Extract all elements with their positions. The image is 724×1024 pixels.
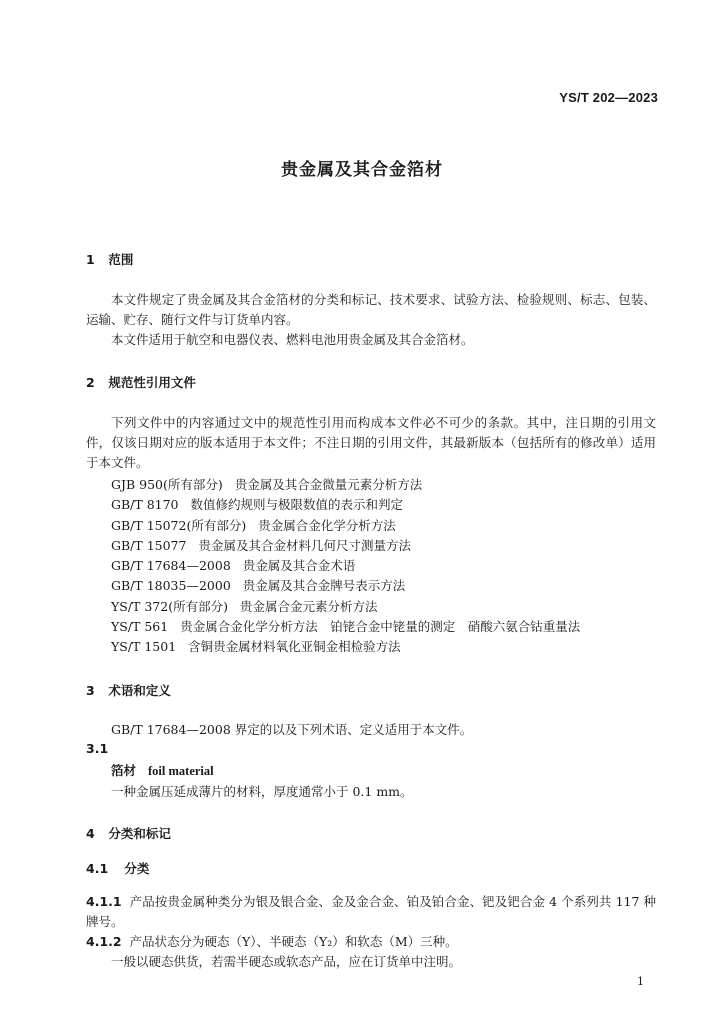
reference-title: 贵金属合金元素分析方法 <box>239 598 378 614</box>
section-title: 范围 <box>108 252 134 267</box>
reference-title: 贵金属合金化学分析方法 铂铑合金中铑量的测定 硝酸六氨合钴重量法 <box>180 619 581 635</box>
reference-code: GB/T 15072(所有部分) <box>111 517 247 533</box>
paragraph: 下列文件中的内容通过文中的规范性引用而构成本文件必不可少的条款。其中，注日期的引用文件，仅该日期对应的版本适用于本文件；不注日期的引用文件，其最新版本（包括所有的修改单）适用于本文件。 <box>86 415 656 470</box>
paragraph: GB/T 17684—2008 界定的以及下列术语、定义适用于本文件。 <box>111 722 473 737</box>
document-title: 贵金属及其合金箔材 <box>281 160 443 180</box>
reference-title: 贵金属合金化学分析方法 <box>258 517 396 533</box>
subsection-title: 分类 <box>124 861 150 876</box>
section-title: 规范性引用文件 <box>108 375 196 390</box>
reference-title: 贵金属及其合金术语 <box>242 558 356 574</box>
reference-code: GB/T 15077 <box>111 537 187 553</box>
term-definition: 一种金属压延成薄片的材料，厚度通常小于 0.1 mm。 <box>111 784 413 799</box>
term-chinese: 箔材 <box>111 763 137 778</box>
subsection-number: 4.1 <box>86 861 109 876</box>
clause-4-1-2 <box>86 932 458 952</box>
reference-item <box>111 637 580 657</box>
clause-number: 4.1.2 <box>86 934 122 949</box>
reference-title: 贵金属及其合金牌号表示方法 <box>242 578 406 594</box>
reference-title: 贵金属及其合金微量元素分析方法 <box>234 477 423 492</box>
paragraph: 本文件适用于航空和电器仪表、燃料电池用贵金属及其合金箔材。 <box>111 332 474 347</box>
reference-item <box>111 516 580 536</box>
reference-item <box>111 495 580 515</box>
clause-text: 产品状态分为硬态（Y）、半硬态（Y₂）和软态（M）三种。 <box>129 934 458 949</box>
reference-item <box>111 597 580 617</box>
reference-title: 含铜贵金属材料氧化亚铜金相检验方法 <box>188 639 401 655</box>
page-number: 1 <box>637 975 644 988</box>
reference-item <box>111 617 580 637</box>
paragraph: 本文件规定了贵金属及其合金箔材的分类和标记、技术要求、试验方法、检验规则、标志、包装、运输、贮存、随行文件与订货单内容。 <box>86 292 656 327</box>
term-english: foil material <box>148 764 214 778</box>
section-number: 4 <box>86 826 95 841</box>
section-heading-classification <box>86 824 171 842</box>
section-number: 1 <box>86 252 95 267</box>
reference-item <box>111 536 580 556</box>
reference-code: GB/T 18035—2000 <box>111 578 231 594</box>
section-heading-terms <box>86 681 171 699</box>
section-title: 术语和定义 <box>108 683 171 698</box>
reference-title: 数值修约规则与极限数值的表示和判定 <box>190 497 404 513</box>
reference-code: YS/T 561 <box>111 619 169 635</box>
reference-list <box>111 475 580 658</box>
term-entry <box>111 761 214 781</box>
clause-note: 一般以硬态供货，若需半硬态或软态产品，应在订货单中注明。 <box>111 954 462 969</box>
reference-code: YS/T 372(所有部分) <box>111 598 228 614</box>
reference-item <box>111 576 580 596</box>
section-heading-normative-references <box>86 373 196 391</box>
section-number: 2 <box>86 375 95 390</box>
reference-code: GJB 950(所有部分) <box>111 477 223 492</box>
standard-code: YS/T 202—2023 <box>559 90 658 105</box>
reference-code: GB/T 8170 <box>111 497 179 513</box>
clause-4-1-1 <box>86 892 656 932</box>
section-number: 3 <box>86 683 95 698</box>
section-title: 分类和标记 <box>108 826 171 841</box>
reference-item <box>111 556 580 576</box>
clause-number: 4.1.1 <box>86 894 122 909</box>
clause-number: 3.1 <box>86 741 109 756</box>
reference-code: YS/T 1501 <box>111 639 177 655</box>
reference-title: 贵金属及其合金材料几何尺寸测量方法 <box>198 537 411 553</box>
subsection-heading <box>86 859 149 877</box>
reference-code: GB/T 17684—2008 <box>111 558 231 574</box>
section-heading-scope <box>86 250 133 268</box>
reference-item <box>111 475 580 495</box>
clause-text: 产品按贵金属种类分为银及银合金、金及金合金、铂及铂合金、钯及钯合金 4 个系列共 117 种牌号。 <box>86 894 656 929</box>
